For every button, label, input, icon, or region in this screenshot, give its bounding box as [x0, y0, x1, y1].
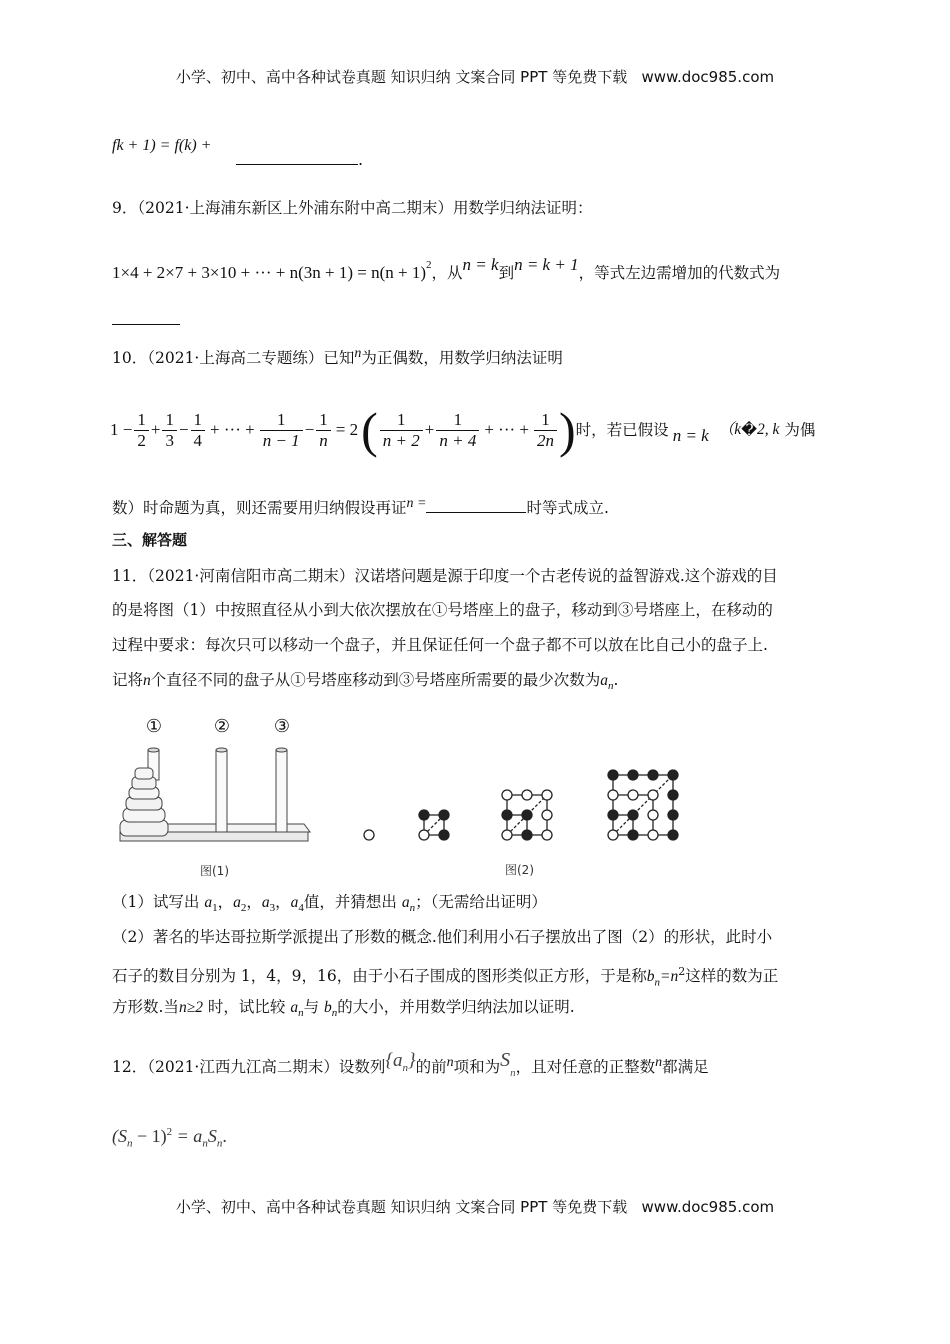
operator: + [150, 420, 161, 439]
var-S: S [500, 1049, 511, 1071]
question-9-header [112, 198, 593, 218]
equals-two: = 2 [335, 420, 359, 439]
text: 为偶 [784, 421, 816, 439]
garbled-symbol: � [741, 421, 758, 439]
var-n-eq: n = [406, 496, 427, 511]
question-11-line1 [112, 566, 778, 586]
question-source: （2021·上海高二专题练） [147, 349, 324, 367]
cond-n-eq-k: n = k [462, 255, 499, 274]
text: 时，若已假设 [575, 421, 669, 439]
question-number: 11． [112, 567, 148, 585]
var-a: a [290, 999, 299, 1016]
subscript: n [608, 680, 614, 693]
subscript: n [127, 1137, 133, 1150]
text: 都满足 [662, 1058, 709, 1076]
question-12-header [112, 1050, 709, 1083]
subscript: n [298, 1007, 304, 1020]
operator: − [304, 420, 315, 439]
text: ；（无需给出证明） [415, 893, 547, 911]
question-11-part2-line3 [112, 997, 575, 1023]
numerator: 1 [162, 410, 177, 431]
numerator: 1 [134, 410, 149, 431]
question-source: （2021·河南信阳市高二期末） [147, 567, 355, 585]
question-9-formula-line [112, 255, 780, 283]
text: 已知 [323, 349, 355, 367]
term-a2: $a_2$ [233, 894, 247, 915]
period: . [222, 1126, 227, 1146]
question-11-part1: （1）试写出 $a_1$，$a_2$，$a_3$，$a_4$值，并猜想出 $a_n$；（无需给出证明） [112, 893, 547, 915]
answer-blank [236, 150, 358, 165]
square-numbers-icon [355, 765, 695, 855]
operator: − [178, 420, 189, 439]
text: 与 [303, 998, 320, 1016]
numerator: 1 [436, 410, 479, 431]
denominator: 2n [537, 430, 555, 450]
text: ，且对任意的正整数 [515, 1058, 656, 1076]
text: 这样的数为正 [685, 967, 779, 986]
operator: + [424, 420, 435, 439]
question-10-header [112, 344, 563, 368]
denominator: 3 [165, 430, 174, 450]
header-banner [0, 66, 950, 87]
text: 石子的数目分别为 1，4，9，16，由于小石子围成的图形类似正方形，于是称 [112, 967, 647, 986]
question-number: 12． [112, 1058, 148, 1076]
sum-formula: 1×4 + 2×7 + 3×10 + ··· + n(3n + 1) = n(n + 1) [112, 263, 427, 282]
fraction [534, 410, 557, 451]
text: 时，试比较 [207, 998, 286, 1016]
question-12-formula [112, 1122, 227, 1154]
term-a1: $a_1$ [204, 894, 218, 915]
header-banner-text: 小学、初中、高中各种试卷真题 知识归纳 文案合同 PPT 等免费下载 [175, 68, 628, 86]
text: 时等式成立. [526, 499, 609, 517]
text: 的大小，并用数学归纳法加以证明. [337, 998, 575, 1016]
question-stem: 用数学归纳法证明： [453, 199, 593, 217]
formula-exponent: 2 [426, 259, 432, 271]
peg-label-3: ③ [273, 716, 291, 737]
numerator: 1 [191, 410, 206, 431]
question-source: （2021·江西九江高二期末） [147, 1058, 339, 1076]
subscript: n [654, 976, 660, 989]
fraction [436, 410, 479, 451]
cond-n-eq-k-plus-1: n = k + 1 [514, 255, 579, 274]
fraction [162, 410, 177, 451]
text: 的前 [415, 1058, 447, 1076]
answer-blank [426, 498, 526, 513]
right-paren: ) [559, 402, 576, 458]
var-a: a [600, 672, 609, 689]
term-a4: $a_4$ [290, 894, 304, 915]
fraction [191, 410, 206, 451]
fraction [316, 410, 331, 451]
dots: + ··· + [210, 420, 255, 439]
question-10-formula-line [110, 402, 816, 458]
formula-part: (S [112, 1126, 127, 1146]
peg-label-2: ② [213, 716, 231, 737]
text: 记将 [112, 671, 144, 689]
figure-1-hanoi [112, 710, 322, 880]
text: （1）试写出 [112, 893, 200, 911]
denominator: 2 [137, 430, 146, 450]
formula-part: − 1) [132, 1126, 167, 1146]
left-paren: ( [361, 402, 378, 458]
denominator: n − 1 [262, 430, 300, 450]
assume-n-eq-k: n = k [672, 426, 709, 445]
answer-blank [112, 312, 180, 325]
footer-banner-text: 小学、初中、高中各种试卷真题 知识归纳 文案合同 PPT 等免费下载 [175, 1198, 628, 1216]
text: 方形数.当 [112, 998, 179, 1016]
footer-banner-url[interactable]: www.doc985.com [641, 1198, 775, 1216]
hanoi-tower-icon [112, 710, 322, 860]
continuation-blank [236, 150, 363, 169]
figure-1-label: 图(1) [200, 864, 229, 878]
var-b: b [646, 968, 655, 986]
text: 到 [498, 264, 515, 282]
period: . [613, 671, 619, 689]
question-11-line3: 过程中要求：每次只可以移动一个盘子，并且保证任何一个盘子都不可以放在比自己小的盘子上. [112, 636, 768, 654]
fraction [260, 410, 303, 451]
text: ，从 [431, 264, 463, 282]
cond-n-ge-2: n≥2 [178, 999, 203, 1016]
text: 设数列 [338, 1058, 386, 1076]
condition: 2, k [757, 421, 780, 438]
text: 汉诺塔问题是源于印度一个古老传说的益智游戏.这个游戏的目 [354, 567, 778, 585]
text: 值，并猜想出 [303, 893, 397, 911]
numerator: 1 [380, 410, 423, 431]
continuation-formula: fk + 1) = f(k) + [112, 137, 212, 154]
seq-open: {a [385, 1050, 403, 1071]
formula-part: S [207, 1126, 217, 1146]
var-b: b [324, 999, 332, 1016]
subscript: n [216, 1137, 223, 1150]
denominator: n [319, 430, 328, 450]
subscript: n [202, 1137, 208, 1150]
var-n: n [446, 1055, 454, 1070]
figure-2-label: 图(2) [505, 863, 534, 877]
superscript: 2 [166, 1126, 173, 1138]
figure-2-square-numbers [355, 765, 695, 880]
term-a3: $a_3$ [261, 894, 276, 915]
question-11-line4 [112, 670, 618, 696]
fraction [134, 410, 149, 451]
question-11-line2: 的是将图（1）中按照直径从小到大依次摆放在①号塔座上的盘子，移动到③号塔座上，在移动的 [112, 601, 773, 619]
eq-n: =n [660, 968, 679, 986]
numerator: 1 [316, 410, 331, 431]
section-title: 三、解答题 [112, 531, 188, 549]
dots: + ··· + [484, 420, 530, 439]
term-an: $a_n$ [401, 894, 416, 915]
question-number: 9． [112, 199, 138, 217]
text: 个直径不同的盘子从①号塔座移动到③号塔座所需要的最少次数为 [150, 671, 601, 689]
denominator: n + 2 [382, 430, 420, 450]
text: 项和为 [453, 1058, 501, 1076]
sequence-a-n [385, 1050, 416, 1074]
footer-banner [0, 1196, 950, 1217]
question-number: 10． [112, 349, 148, 367]
question-11-part2-line1: （2）著名的毕达哥拉斯学派提出了形数的概念.他们利用小石子摆放出了图（2）的形状，此时小 [112, 928, 773, 946]
text: 数）时命题为真，则还需要用归纳假设再证 [112, 499, 407, 517]
subscript: n [402, 1061, 408, 1074]
question-source: （2021·上海浦东新区上外浦东附中高二期末） [137, 199, 453, 217]
formula-part: = a [172, 1126, 203, 1146]
var-n: n [354, 346, 362, 361]
formula-term: 1 − [110, 420, 133, 439]
denominator: n + 4 [439, 430, 477, 450]
denominator: 4 [193, 430, 203, 450]
superscript: 2 [678, 965, 686, 978]
text: 为正偶数，用数学归纳法证明 [361, 349, 563, 367]
text: （k [718, 421, 742, 438]
header-banner-url[interactable]: www.doc985.com [641, 68, 775, 86]
fraction [380, 410, 423, 451]
question-11-part2-line2 [112, 962, 778, 992]
seq-close: } [407, 1050, 416, 1071]
text: ，等式左边需增加的代数式为 [578, 264, 781, 282]
numerator: 1 [260, 410, 303, 431]
subscript: n [510, 1067, 516, 1080]
peg-label-1: ① [145, 716, 163, 737]
period: . [358, 150, 364, 169]
subscript: n [331, 1007, 338, 1020]
question-10-line2 [112, 494, 609, 518]
var-n: n [143, 672, 151, 689]
numerator: 1 [534, 410, 557, 431]
var-n: n [655, 1055, 663, 1070]
